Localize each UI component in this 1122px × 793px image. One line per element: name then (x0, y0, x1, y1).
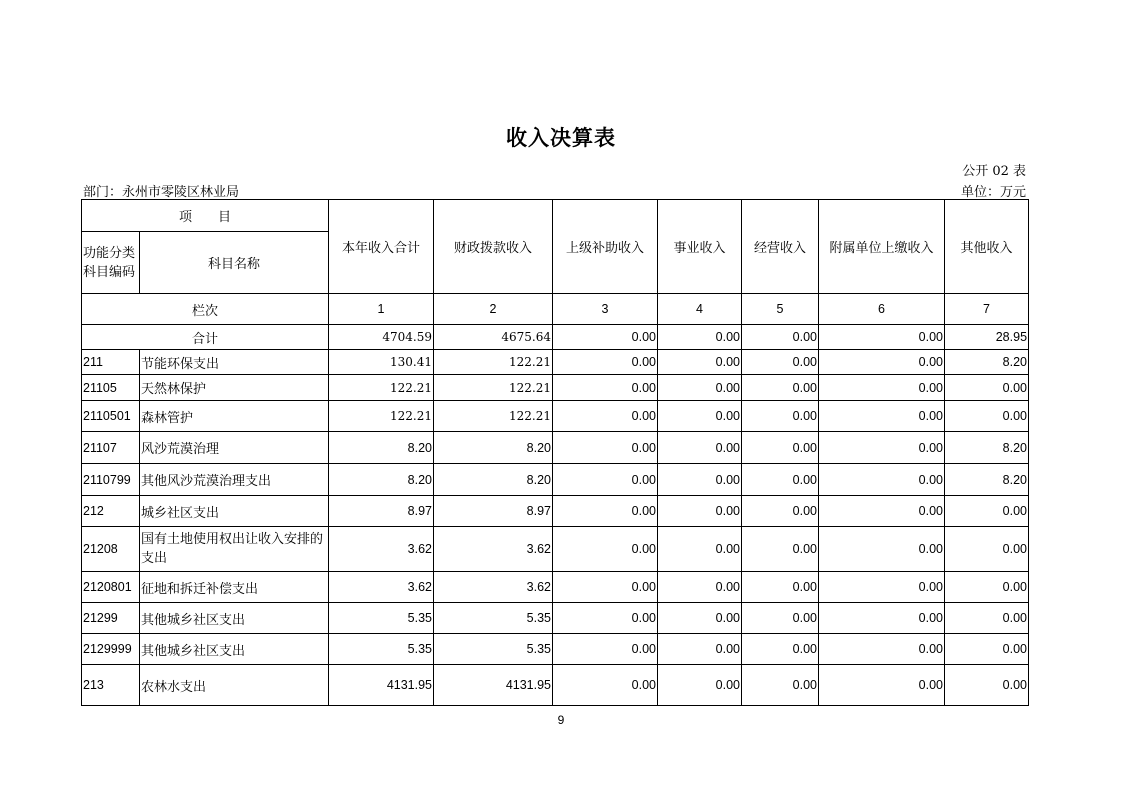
subject-code: 2129999 (82, 634, 140, 665)
value-cell: 3.62 (329, 527, 434, 572)
value-cell: 0.00 (553, 464, 658, 496)
column-number: 4 (658, 294, 742, 325)
header-col-7: 其他收入 (945, 200, 1029, 294)
value-cell: 0.00 (658, 527, 742, 572)
total-value: 0.00 (658, 325, 742, 350)
subject-name: 其他城乡社区支出 (140, 603, 329, 634)
subject-code: 21107 (82, 432, 140, 464)
total-value: 28.95 (945, 325, 1029, 350)
row-label: 栏次 (82, 294, 329, 325)
subject-name: 天然林保护 (140, 375, 329, 401)
subject-code: 2110799 (82, 464, 140, 496)
value-cell: 0.00 (819, 496, 945, 527)
value-cell: 8.97 (329, 496, 434, 527)
unit-label: 单位：万元 (960, 185, 1026, 200)
value-cell: 0.00 (658, 401, 742, 432)
table-row (82, 401, 1029, 432)
subject-code: 21299 (82, 603, 140, 634)
value-cell: 0.00 (553, 401, 658, 432)
column-number: 5 (742, 294, 819, 325)
table-row (82, 350, 1029, 375)
value-cell: 122.21 (434, 375, 553, 401)
total-value: 0.00 (553, 325, 658, 350)
column-number: 1 (329, 294, 434, 325)
value-cell: 122.21 (434, 350, 553, 375)
table-row (82, 527, 1029, 572)
value-cell: 0.00 (553, 527, 658, 572)
department-label: 部门：永州市零陵区林业局 (83, 185, 240, 200)
subject-name: 农林水支出 (140, 665, 329, 706)
header-item: 项 目 (82, 200, 329, 232)
header-col-5: 经营收入 (742, 200, 819, 294)
value-cell: 0.00 (553, 496, 658, 527)
total-value: 0.00 (819, 325, 945, 350)
header-col-6: 附属单位上缴收入 (819, 200, 945, 294)
subject-name: 征地和拆迁补偿支出 (140, 572, 329, 603)
column-number: 7 (945, 294, 1029, 325)
value-cell: 3.62 (434, 572, 553, 603)
value-cell: 0.00 (658, 464, 742, 496)
form-number: 公开 02 表 (962, 164, 1026, 179)
value-cell: 8.20 (945, 464, 1029, 496)
table-row (82, 603, 1029, 634)
value-cell: 0.00 (742, 665, 819, 706)
column-number: 2 (434, 294, 553, 325)
value-cell: 0.00 (819, 527, 945, 572)
table-row (82, 665, 1029, 706)
subject-code: 213 (82, 665, 140, 706)
value-cell: 5.35 (329, 603, 434, 634)
value-cell: 0.00 (819, 603, 945, 634)
value-cell: 0.00 (742, 401, 819, 432)
value-cell: 0.00 (658, 496, 742, 527)
total-value: 0.00 (742, 325, 819, 350)
subject-code: 211 (82, 350, 140, 375)
subject-name: 城乡社区支出 (140, 496, 329, 527)
table-row (82, 634, 1029, 665)
value-cell: 0.00 (819, 401, 945, 432)
income-table (81, 199, 1029, 706)
subject-code: 2110501 (82, 401, 140, 432)
value-cell: 0.00 (658, 350, 742, 375)
table-row (82, 496, 1029, 527)
value-cell: 0.00 (658, 572, 742, 603)
value-cell: 0.00 (819, 665, 945, 706)
subject-name: 其他风沙荒漠治理支出 (140, 464, 329, 496)
value-cell: 0.00 (742, 527, 819, 572)
value-cell: 130.41 (329, 350, 434, 375)
table-row (82, 464, 1029, 496)
page-title: 收入决算表 (506, 126, 616, 150)
table-row (82, 432, 1029, 464)
value-cell: 0.00 (553, 432, 658, 464)
value-cell: 4131.95 (434, 665, 553, 706)
subject-code: 212 (82, 496, 140, 527)
total-label: 合计 (82, 325, 329, 350)
header-name: 科目名称 (140, 232, 329, 294)
value-cell: 0.00 (945, 496, 1029, 527)
value-cell: 8.20 (945, 432, 1029, 464)
value-cell: 122.21 (329, 401, 434, 432)
subject-name: 森林管护 (140, 401, 329, 432)
header-col-4: 事业收入 (658, 200, 742, 294)
value-cell: 0.00 (658, 375, 742, 401)
value-cell: 122.21 (434, 401, 553, 432)
value-cell: 3.62 (329, 572, 434, 603)
header-col-1: 本年收入合计 (329, 200, 434, 294)
value-cell: 0.00 (819, 375, 945, 401)
value-cell: 0.00 (742, 634, 819, 665)
value-cell: 0.00 (742, 432, 819, 464)
value-cell: 4131.95 (329, 665, 434, 706)
total-row (82, 325, 1029, 350)
value-cell: 8.97 (434, 496, 553, 527)
subject-name: 其他城乡社区支出 (140, 634, 329, 665)
value-cell: 0.00 (742, 496, 819, 527)
value-cell: 0.00 (945, 665, 1029, 706)
value-cell: 122.21 (329, 375, 434, 401)
header-col-2: 财政拨款收入 (434, 200, 553, 294)
value-cell: 8.20 (329, 432, 434, 464)
table-row (82, 572, 1029, 603)
subject-code: 2120801 (82, 572, 140, 603)
value-cell: 0.00 (742, 464, 819, 496)
value-cell: 0.00 (945, 603, 1029, 634)
header-code: 功能分类科目编码 (82, 232, 140, 294)
value-cell: 0.00 (819, 432, 945, 464)
value-cell: 0.00 (945, 375, 1029, 401)
value-cell: 0.00 (553, 603, 658, 634)
value-cell: 0.00 (742, 350, 819, 375)
value-cell: 0.00 (553, 634, 658, 665)
value-cell: 0.00 (553, 350, 658, 375)
value-cell: 0.00 (553, 665, 658, 706)
value-cell: 0.00 (819, 350, 945, 375)
subject-name: 国有土地使用权出让收入安排的支出 (140, 527, 329, 572)
table-row (82, 375, 1029, 401)
value-cell: 0.00 (553, 375, 658, 401)
value-cell: 0.00 (658, 634, 742, 665)
value-cell: 0.00 (945, 572, 1029, 603)
value-cell: 0.00 (742, 603, 819, 634)
value-cell: 8.20 (434, 432, 553, 464)
value-cell: 0.00 (742, 572, 819, 603)
page-number: 9 (557, 713, 565, 727)
value-cell: 8.20 (329, 464, 434, 496)
value-cell: 0.00 (658, 432, 742, 464)
subject-code: 21208 (82, 527, 140, 572)
value-cell: 0.00 (945, 634, 1029, 665)
value-cell: 0.00 (945, 401, 1029, 432)
total-value: 4675.64 (434, 325, 553, 350)
value-cell: 0.00 (819, 464, 945, 496)
subject-name: 节能环保支出 (140, 350, 329, 375)
value-cell: 3.62 (434, 527, 553, 572)
value-cell: 0.00 (658, 665, 742, 706)
header-col-3: 上级补助收入 (553, 200, 658, 294)
total-value: 4704.59 (329, 325, 434, 350)
value-cell: 8.20 (945, 350, 1029, 375)
value-cell: 0.00 (742, 375, 819, 401)
value-cell: 5.35 (434, 634, 553, 665)
subject-name: 风沙荒漠治理 (140, 432, 329, 464)
value-cell: 0.00 (658, 603, 742, 634)
column-number: 6 (819, 294, 945, 325)
value-cell: 0.00 (819, 572, 945, 603)
column-number: 3 (553, 294, 658, 325)
value-cell: 0.00 (945, 527, 1029, 572)
value-cell: 8.20 (434, 464, 553, 496)
value-cell: 0.00 (553, 572, 658, 603)
value-cell: 5.35 (434, 603, 553, 634)
value-cell: 5.35 (329, 634, 434, 665)
value-cell: 0.00 (819, 634, 945, 665)
subject-code: 21105 (82, 375, 140, 401)
